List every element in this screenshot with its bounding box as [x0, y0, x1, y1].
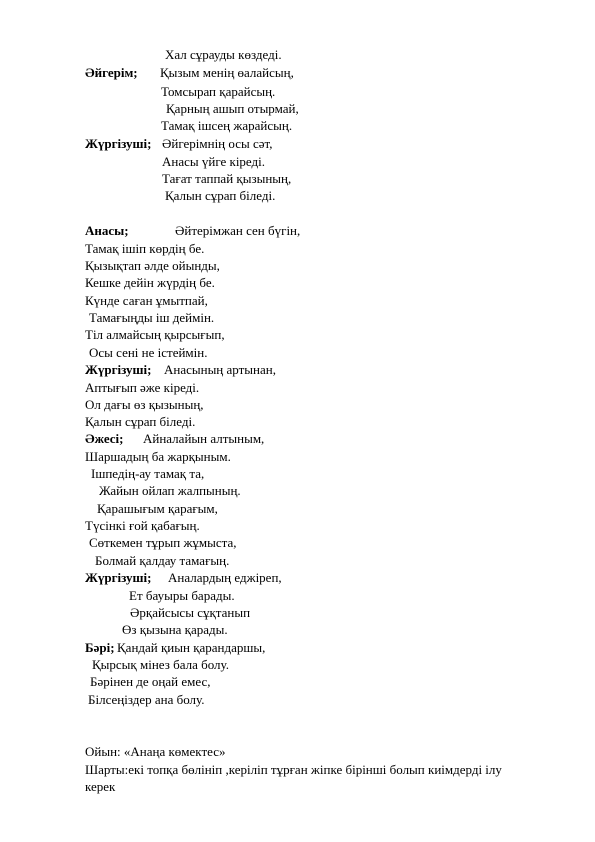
poem-line: Өз қызына қарады.: [122, 622, 228, 637]
speaker-label: Анасы;: [85, 223, 129, 238]
poem-line: Ет бауыры барады.: [129, 588, 235, 603]
game-title: Ойын: «Анаңа көмектес»: [85, 744, 226, 759]
poem-line: Қандай қиын қарандаршы,: [117, 640, 266, 655]
poem-line: Тамақ ішіп көрдің бе.: [85, 241, 205, 256]
poem-line: Сөткемен тұрып жұмыста,: [89, 535, 237, 550]
poem-line: Тіл алмайсың қырсығып,: [85, 327, 225, 342]
poem-line: Осы сені не істеймін.: [89, 345, 208, 360]
poem-line: Жайын ойлап жалпының.: [99, 483, 241, 498]
poem-line: Томсырап қарайсың.: [161, 84, 276, 99]
speaker-label: Жүргізуші;: [85, 136, 152, 151]
poem-line: Ол дағы өз қызының,: [85, 397, 204, 412]
poem-line: Болмай қалдау тамағың.: [95, 553, 230, 568]
speaker-label: Әйгерім;: [85, 65, 138, 80]
poem-line: Қарашығым қарағым,: [97, 501, 218, 516]
poem-line: [85, 361, 151, 378]
poem-line: Анасының артынан,: [164, 362, 276, 377]
poem-line: Түсінкі ғой қабағың.: [85, 518, 200, 533]
speaker-label: Жүргізуші;: [85, 362, 152, 377]
poem-line: Бәрінен де оңай емес,: [90, 674, 211, 689]
speaker-label: Бәрі;: [85, 640, 115, 655]
speaker-label: Әжесі;: [85, 431, 124, 446]
poem-line: Кешке дейін жүрдің бе.: [85, 275, 215, 290]
poem-line: Айналайын алтыным,: [143, 431, 265, 446]
poem-line: Күнде саған ұмытпай,: [85, 293, 208, 308]
poem-line: Тамақ ішсең жарайсың.: [161, 118, 293, 133]
poem-line: Ішпедің-ау тамақ та,: [91, 466, 205, 481]
speaker-label: Жүргізуші;: [85, 570, 152, 585]
poem-line: Қалын сұрап біледі.: [85, 414, 196, 429]
poem-line: [85, 64, 138, 81]
poem-line: Әрқайсысы сұқтанып: [130, 605, 251, 620]
poem-line: Аптығып әже кіреді.: [85, 380, 200, 395]
game-rules: Шарты:екі топқа бөлініп ,керіліп тұрған жіпке бірінші болып киімдерді ілу: [85, 762, 502, 777]
poem-line: [85, 569, 151, 586]
poem-line: Қарның ашып отырмай,: [166, 101, 299, 116]
poem-line: Қалын сұрап біледі.: [165, 188, 276, 203]
poem-line: Анасы үйге кіреді.: [162, 154, 266, 169]
poem-line: Білсеңіздер ана болу.: [88, 692, 205, 707]
poem-line: Қызым менің өалайсың,: [160, 65, 294, 80]
poem-line: [85, 430, 124, 447]
poem-line: Хал сұрауды көздеді.: [165, 47, 282, 62]
poem-line: Әйтерімжан сен бүгін,: [175, 223, 301, 238]
poem-line: Тамағыңды іш деймін.: [89, 310, 215, 325]
poem-line: Тағат таппай қызының,: [162, 171, 292, 186]
poem-line: [85, 135, 151, 152]
game-rules-continued: керек: [85, 779, 116, 794]
poem-line: Қызықтап әлде ойынды,: [85, 258, 220, 273]
poem-line: [85, 639, 115, 656]
poem-line: Әйгерімнің осы сәт,: [162, 136, 273, 151]
poem-line: Аналардың еджіреп,: [168, 570, 282, 585]
poem-line: Шаршадың ба жарқыным.: [85, 449, 231, 464]
poem-line: Қырсық мінез бала болу.: [92, 657, 229, 672]
poem-line: [85, 222, 129, 239]
